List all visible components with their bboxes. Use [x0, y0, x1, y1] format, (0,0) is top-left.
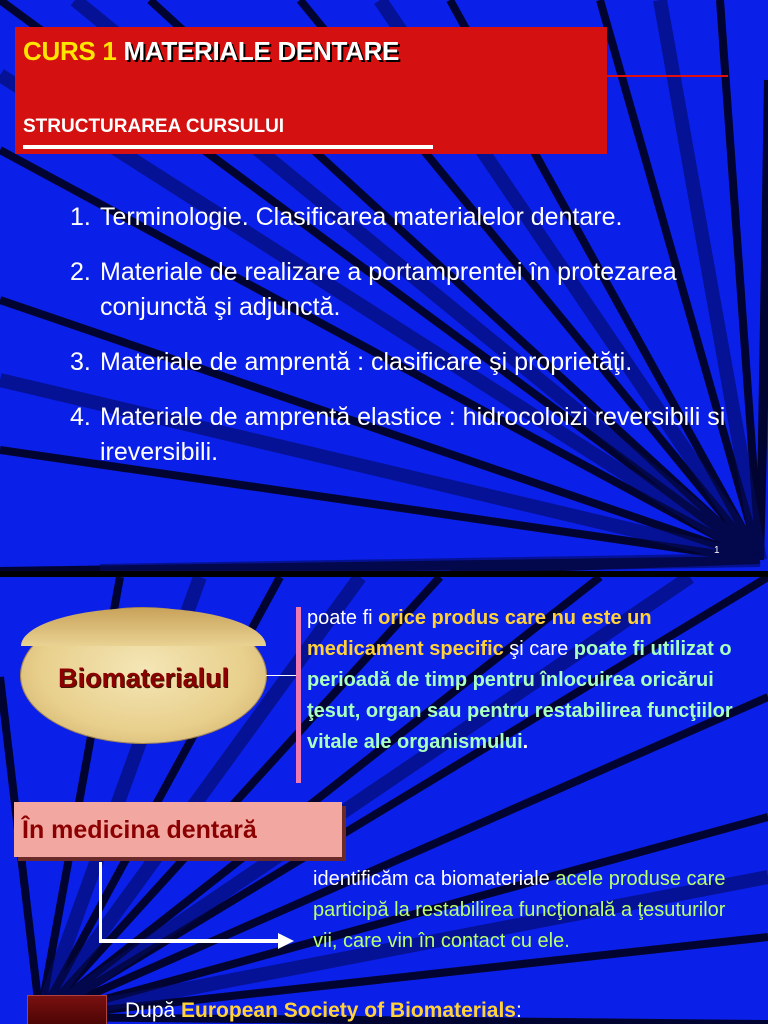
esb-name: European Society of Biomaterials [181, 999, 516, 1022]
item-number: 4. [70, 403, 91, 431]
outline-item-4 [70, 400, 760, 470]
identify-text-white: identificăm ca biomateriale [313, 868, 556, 890]
title-underline [23, 145, 433, 149]
page-number: 1 [714, 545, 720, 556]
item-number: 2. [70, 258, 91, 286]
identify-text [313, 864, 753, 957]
item-text: Materiale de amprentă : clasificare şi proprietăţi. [100, 348, 633, 376]
identify-text-green: acele produse care participă la restabilirea funcţională a ţesuturilor vii, care vin în contact cu ele. [313, 868, 726, 952]
title-box [15, 27, 607, 154]
biomaterial-definition [307, 603, 747, 758]
arrow-right-icon [278, 933, 294, 949]
definition-highlight-yellow: orice produs care nu este un medicament specific [307, 607, 652, 660]
item-text: Materiale de realizare a portamprentei în protezarea conjunctă şi adjunctă. [100, 258, 677, 321]
item-number: 3. [70, 348, 91, 376]
course-outline-list [70, 200, 760, 490]
outline-item-2 [70, 255, 760, 325]
esb-colon: : [515, 999, 522, 1022]
item-text: Terminologie. Clasificarea materialelor dentare. [100, 203, 623, 231]
esb-reference [125, 999, 522, 1023]
definition-bar [296, 607, 301, 783]
connector-line [266, 675, 296, 676]
dental-medicine-box [14, 802, 342, 857]
arrow-horizontal-line [99, 939, 279, 943]
title-extension-line [607, 75, 728, 77]
definition-text: poate fi [307, 607, 379, 629]
dental-medicine-label: În medicina dentară [22, 816, 257, 844]
item-text: Materiale de amprentă elastice : hidrocoloizi reversibili si ireversibili. [100, 403, 726, 466]
slide-2 [0, 577, 768, 1024]
item-number: 1. [70, 203, 91, 231]
definition-highlight-green: poate fi utilizat o perioadă de timp pentru înlocuirea oricărui ţesut, organ sau pentru restabilirea funcţiilor vitale ale organismului [307, 638, 733, 753]
slide-title [23, 36, 399, 67]
esb-prefix: După [125, 999, 182, 1022]
oval-label: Biomaterialul [57, 663, 230, 693]
definition-text: şi care [503, 638, 574, 660]
arrow-vertical-line [99, 862, 102, 942]
course-number: CURS 1 [23, 36, 117, 66]
definition-period: . [522, 731, 529, 753]
decorative-box [27, 995, 107, 1024]
slide-subtitle: STRUCTURAREA CURSULUI [23, 116, 285, 137]
outline-item-1 [70, 200, 760, 235]
outline-item-3 [70, 345, 760, 380]
course-title: MATERIALE DENTARE [123, 36, 400, 66]
